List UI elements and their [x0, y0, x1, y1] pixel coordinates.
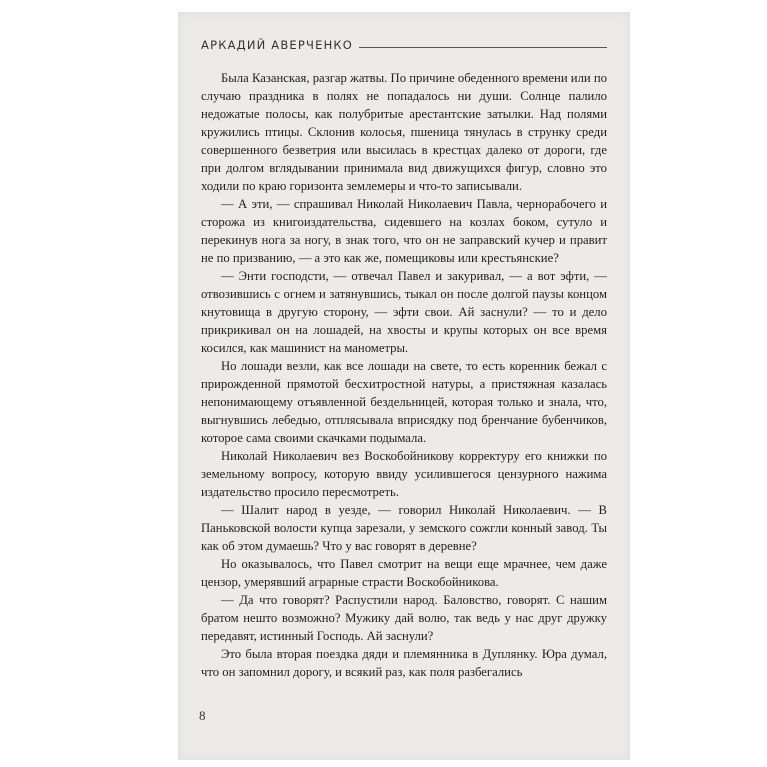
paragraph: Николай Николаевич вез Воскобойникову корректуру его книжки по земельному вопросу, которую ввиду усилившегося цензурного нажима издательство просило пересмотреть.	[201, 449, 607, 499]
paragraph: Это была вторая поездка дяди и племянника в Дуплянку. Юра думал, что он запомнил дорогу, и всякий раз, как поля разбегались	[201, 647, 607, 679]
page-number: 8	[199, 708, 206, 723]
paragraph: Но оказывалось, что Павел смотрит на вещи еще мрачнее, чем даже цензор, умерявший аграрные страсти Воскобойникова.	[201, 557, 607, 589]
paragraph: Была Казанская, разгар жатвы. По причине обеденного времени или по случаю праздника в полях не попадалось ни души. Солнце палило недожатые полосы, как полубритые арестантские затылки. Над полями кружились птицы. Склонив колосья, пшеница тянулась в струнку среди совершенного безветрия или высилась в крестцах далеко от дороги, где при долгом вглядывании принимала вид движущихся фигур, словно это ходили по краю горизонта землемеры и что-то записывали.	[201, 71, 607, 193]
header-rule	[359, 47, 607, 48]
paragraph: — А эти, — спрашивал Николай Николаевич Павла, чернорабочего и сторожа из книгоиздательства, сидевшего на козлах боком, сутуло и перекинув нога за ногу, в знак того, что он не заправский кучер и правит не по призванию, — а это как же, помещиковы или крестьянские?	[201, 197, 607, 265]
body-text	[201, 69, 607, 681]
paragraph: Но лошади везли, как все лошади на свете, то есть коренник бежал с прирожденной прямотой бесхитростной натуры, а пристяжная казалась непонимающему отъявленной бездельницей, которая только и знала, что, выгнувшись лебедью, отплясывала вприсядку под бренчание бубенчиков, которое сама своими скачками подымала.	[201, 359, 607, 445]
running-header	[201, 38, 607, 54]
book-page	[178, 12, 630, 760]
author-name: АРКАДИЙ АВЕРЧЕНКО	[201, 38, 354, 52]
paragraph: — Да что говорят? Распустили народ. Баловство, говорят. С нашим братом нешто возможно? Мужику дай волю, так ведь у нас друг дружку передавят, истинный Господь. Ай заснули?	[201, 593, 607, 643]
paragraph: — Шалит народ в уезде, — говорил Николай Николаевич. — В Паньковской волости купца зарезали, у земского сожгли конный завод. Ты как об этом думаешь? Что у вас говорят в деревне?	[201, 503, 607, 553]
paragraph: — Энти господсти, — отвечал Павел и закуривал, — а вот эфти, — отвозившись с огнем и затянувшись, тыкал он после долгой паузы концом кнутовища в другую сторону, — эфти свои. Ай заснули? — то и дело прикрикивал он на лошадей, на хвосты и крупы которых он все время косился, как машинист на манометры.	[201, 269, 607, 355]
